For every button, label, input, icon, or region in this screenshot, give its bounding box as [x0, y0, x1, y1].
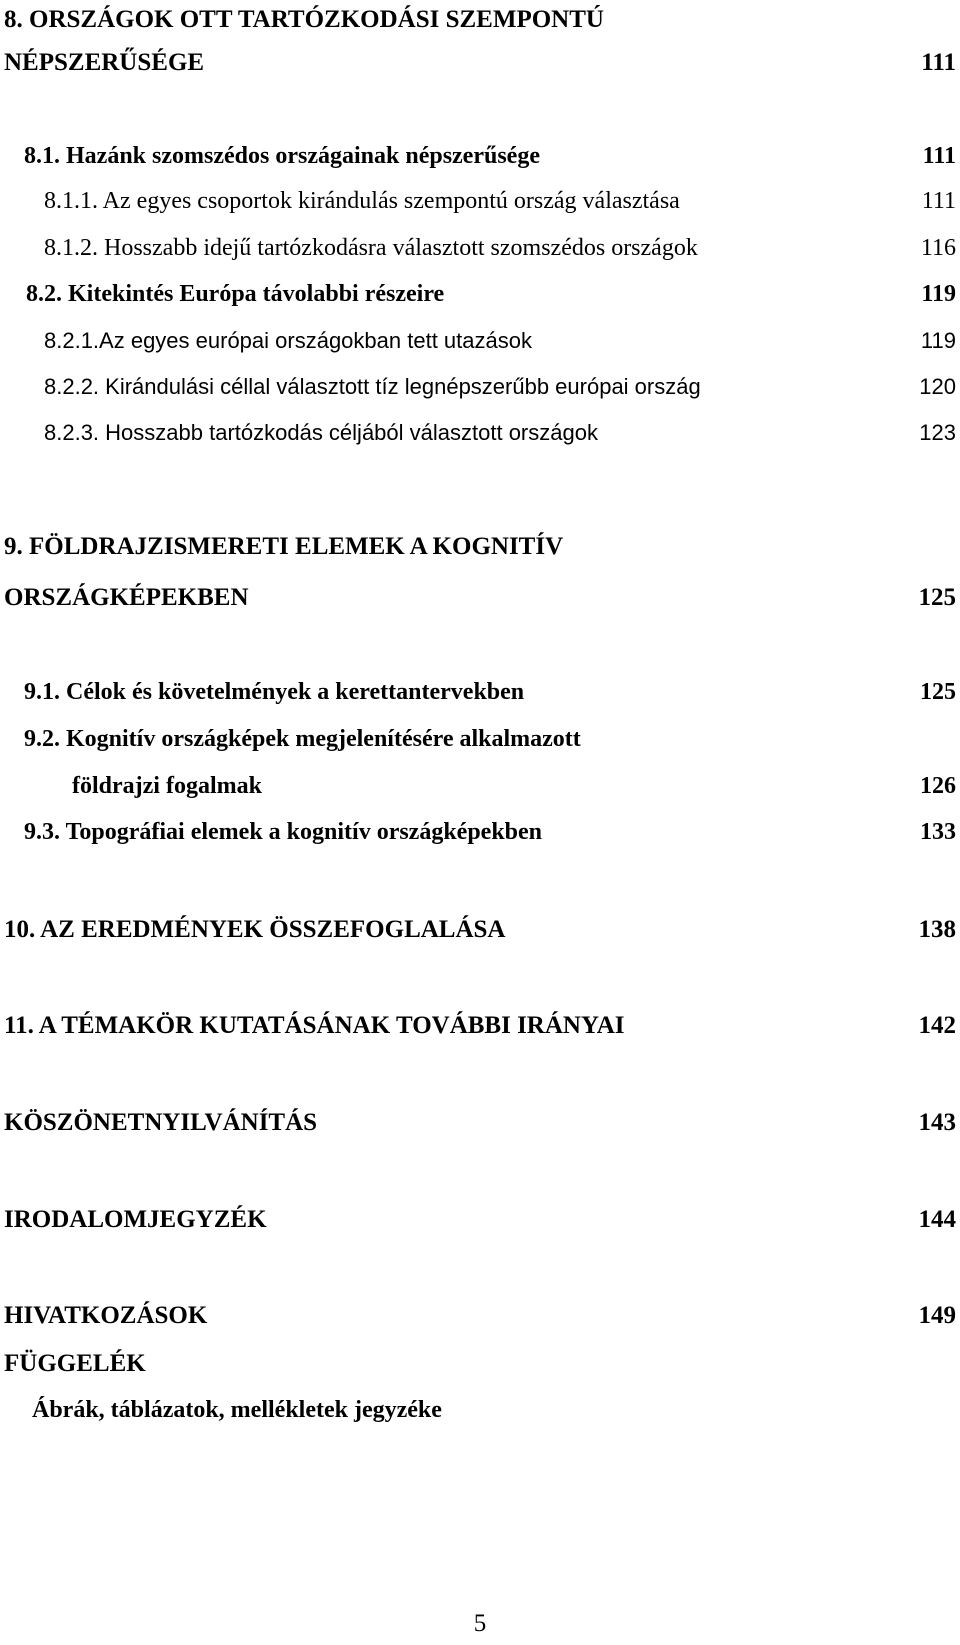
toc-section-8-2-2-page: 120 [919, 374, 956, 399]
toc-chapter-9-page: 125 [918, 584, 956, 611]
toc-acknowledgements-page: 143 [918, 1109, 956, 1136]
toc-section-8-2-3-page: 123 [919, 420, 956, 445]
toc-section-8-1-page: 111 [922, 143, 956, 169]
toc-section-9-3-page: 133 [920, 819, 956, 845]
toc-section-8-1: 8.1. Hazánk szomszédos országainak népszerűsége [24, 143, 540, 169]
toc-section-9-3: 9.3. Topográfiai elemek a kognitív országképekben [24, 819, 543, 845]
toc-references-title: HIVATKOZÁSOK [4, 1302, 208, 1329]
toc-section-8-2-1-page: 119 [920, 328, 956, 353]
toc-section-8-2-2: 8.2.2. Kirándulási céllal választott tíz legnépszerűbb európai ország [44, 374, 701, 399]
toc-chapter-8-title-cont: NÉPSZERŰSÉGE [4, 49, 205, 76]
toc-section-9-2-cont: földrajzi fogalmak [72, 773, 262, 799]
toc-chapter-10-title: 10. AZ EREDMÉNYEK ÖSSZEFOGLALÁSA [4, 916, 506, 943]
toc-acknowledgements-title: KÖSZÖNETNYILVÁNÍTÁS [4, 1109, 318, 1136]
toc-section-9-2-page: 126 [920, 773, 956, 799]
toc-section-8-1-1-page: 111 [921, 188, 956, 214]
page-number: 5 [473, 1610, 487, 1637]
toc-bibliography-page: 144 [918, 1206, 956, 1233]
toc-section-8-2-3: 8.2.3. Hosszabb tartózkodás céljából választott országok [44, 420, 598, 445]
toc-section-8-1-1: 8.1.1. Az egyes csoportok kirándulás szempontú ország választása [44, 188, 680, 214]
toc-references-page: 149 [918, 1302, 956, 1329]
toc-appendix-sub: Ábrák, táblázatok, mellékletek jegyzéke [32, 1397, 442, 1423]
toc-section-8-2-1: 8.2.1.Az egyes európai országokban tett utazások [44, 328, 532, 353]
toc-section-9-2: 9.2. Kognitív országképek megjelenítésére alkalmazott [24, 726, 581, 752]
toc-appendix-title: FÜGGELÉK [4, 1350, 146, 1377]
toc-chapter-10-page: 138 [918, 916, 956, 943]
toc-bibliography-title: IRODALOMJEGYZÉK [4, 1206, 267, 1233]
toc-section-9-1-page: 125 [920, 679, 956, 705]
toc-chapter-11-page: 142 [918, 1012, 956, 1039]
toc-chapter-11-title: 11. A TÉMAKÖR KUTATÁSÁNAK TOVÁBBI IRÁNYAI [4, 1012, 625, 1039]
toc-section-8-2-page: 119 [921, 281, 956, 307]
toc-section-8-1-2: 8.1.2. Hosszabb idejű tartózkodásra választott szomszédos országok [44, 235, 698, 261]
toc-section-9-1: 9.1. Célok és követelmények a kerettantervekben [24, 679, 525, 705]
toc-chapter-9-title: 9. FÖLDRAJZISMERETI ELEMEK A KOGNITÍV [4, 533, 564, 560]
toc-chapter-8-title: 8. ORSZÁGOK OTT TARTÓZKODÁSI SZEMPONTÚ [4, 6, 604, 33]
toc-section-8-2: 8.2. Kitekintés Európa távolabbi részeire [26, 281, 445, 307]
toc-chapter-8-page: 111 [921, 49, 956, 76]
toc-section-8-1-2-page: 116 [920, 235, 956, 261]
toc-chapter-9-title-cont: ORSZÁGKÉPEKBEN [4, 584, 249, 611]
